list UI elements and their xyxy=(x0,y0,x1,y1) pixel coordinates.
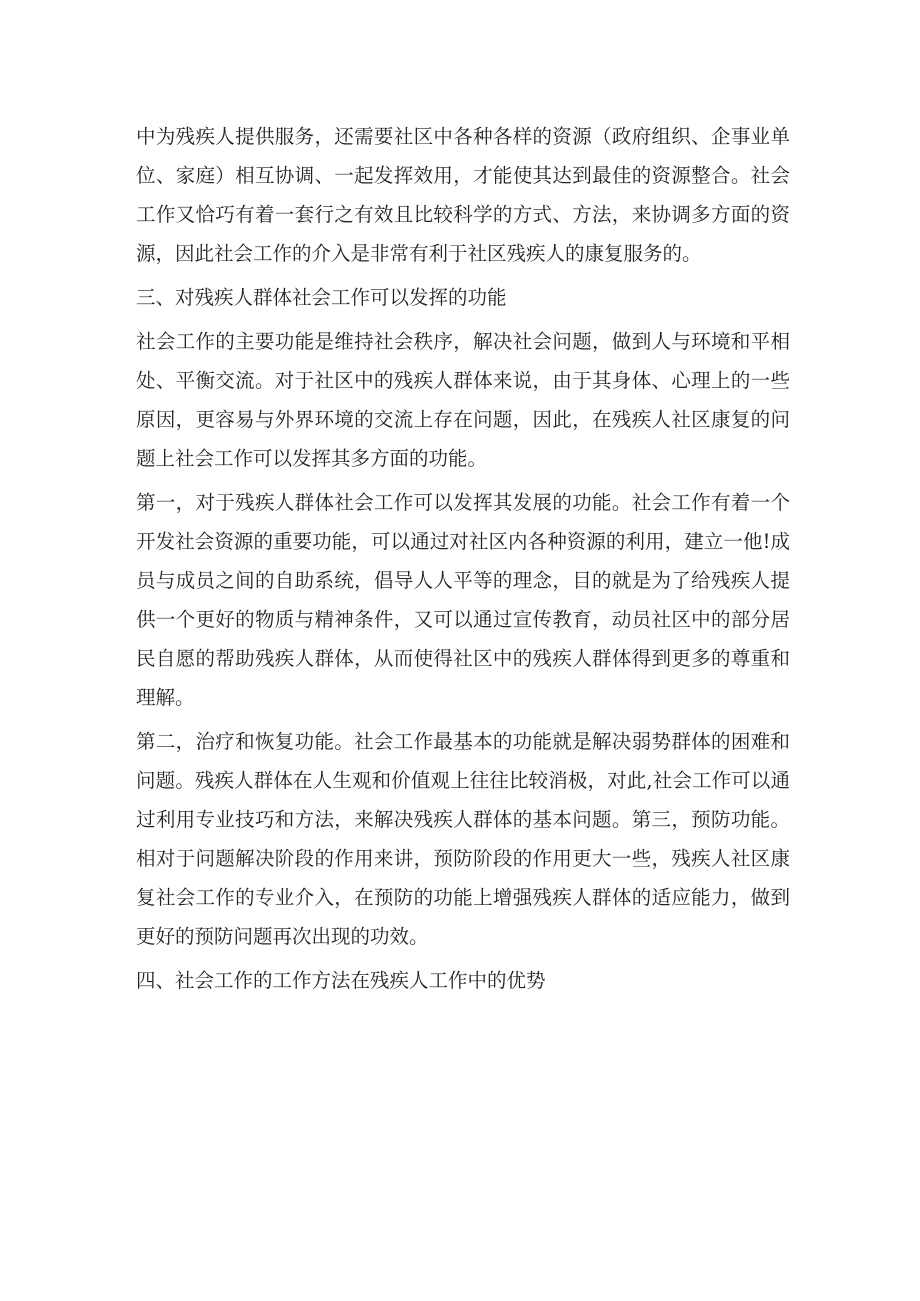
paragraph-treatment-prevention: 第二，治疗和恢复功能。社会工作最基本的功能就是解决弱势群体的困难和问题。残疾人群体在人生观和价值观上往往比较消极，对此,社会工作可以通过利用专业技巧和方法，来解决残疾人群体的基本问题。第三，预防功能。相对于问题解决阶段的作用来讲，预防阶段的作用更大一些，残疾人社区康复社会工作的专业介入，在预防的功能上增强残疾人群体的适应能力，做到更好的预防问题再次出现的功效。 xyxy=(136,730,790,948)
paragraph-development-function: 第一，对于残疾人群体社会工作可以发挥其发展的功能。社会工作有着一个开发社会资源的重要功能，可以通过对社区内各种资源的利用，建立一他!成员与成员之间的自助系统，倡导人人平等的理念，目的就是为了给残疾人提供一个更好的物质与精神条件，又可以通过宣传教育，动员社区中的部分居民自愿的帮助残疾人群体，从而使得社区中的残疾人群体得到更多的尊重和理解。 xyxy=(136,491,790,709)
paragraph-resource-integration: 中为残疾人提供服务，还需要社区中各种各样的资源（政府组织、企事业单位、家庭）相互协调、一起发挥效用，才能使其达到最佳的资源整合。社会工作又恰巧有着一套行之有效且比较科学的方式、方法，来协调多方面的资源，因此社会工作的介入是非常有利于社区残疾人的康复服务的。 xyxy=(136,125,790,265)
section-heading-4: 四、社会工作的工作方法在残疾人工作中的优势 xyxy=(136,969,546,992)
section-heading-3: 三、对残疾人群体社会工作可以发挥的功能 xyxy=(136,286,507,309)
document-body xyxy=(136,117,790,1005)
paragraph-main-function: 社会工作的主要功能是维持社会秩序，解决社会问题，做到人与环境和平相处、平衡交流。对于社区中的残疾人群体来说，由于其身体、心理上的一些原因，更容易与外界环境的交流上存在问题，因此，在残疾人社区康复的问题上社会工作可以发挥其多方面的功能。 xyxy=(136,330,790,470)
